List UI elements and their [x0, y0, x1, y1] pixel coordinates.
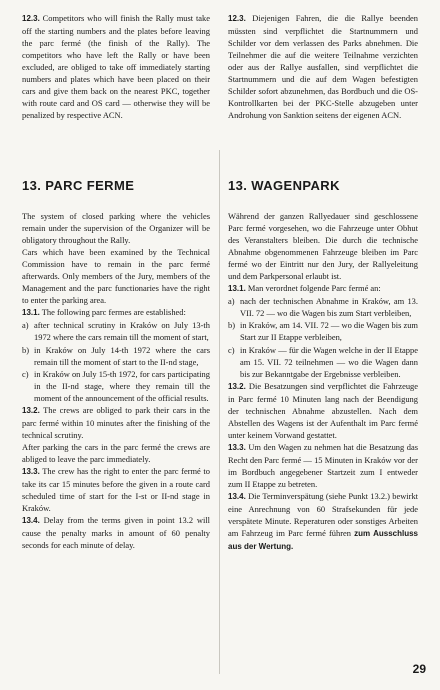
column-divider — [219, 150, 220, 674]
list-item — [22, 344, 210, 368]
paragraph-number: 13.3. — [22, 466, 40, 476]
paragraph-12-3-de — [228, 12, 418, 121]
paragraph-13-3 — [22, 465, 210, 514]
paragraph-text: Um den Wagen zu nehmen hat die Besatzung das Recht den Parc fermé — 15 Minuten in Kraków vor der im Bordbuch angegebener Startzeit zum I entweder zum II Etappe zu betreten. — [228, 441, 418, 490]
list-item — [228, 344, 418, 380]
list-label: b) — [22, 344, 30, 355]
paragraph-number: 13.2. — [228, 381, 246, 391]
list-label: c) — [22, 368, 29, 379]
paragraph-number: 13.4. — [22, 516, 40, 526]
paragraph-text: Delay from the terms given in point 13.2 will cause the penalty marks in amount of 60 penalty seconds for each minute of delay. — [22, 515, 211, 551]
paragraph-number: 13.1. — [22, 308, 40, 318]
paragraph-text: Diejenigen Fahren, die die Rallye beenden müssten sind verpflichtet die Startnummern und Schilder vor dem verlassen des Parks abnehmen. Die Teilnehmer die auf die weitere Teilnahme verzichten oder aus der Rallye ausfallen, sind verpflichtet die Startnummern und die auf dem Wagen befestigten Schilder sofort abzunehmen, das Bordbuch und die OS-Kontrollkarten bei der PKC-Stelle abzugeben unter Androhung von Sanktion seitens der eigenen ACN. — [228, 13, 418, 121]
list-text: in Kraków, am 14. VII. 72 — wo die Wagen bis zum Start zur II Etappe verbleiben, — [240, 320, 418, 343]
paragraph-13-2b: After parking the cars in the parc fermé the crews are abliged to leave the parc immediately. — [22, 441, 210, 464]
paragraph-text: Die Besatzungen sind verpflichtet die Fahrzeuge in Parc fermé 10 Minuten lang nach der Beendigung der technischen Abnahme abzustellen. Nach dem Abstellen des Wagens ist der Aufenthalt im Parc fermé unter keinem Vorwand gestattet. — [228, 380, 418, 440]
paragraph-13-3 — [228, 441, 418, 490]
paragraph-text: The crew has the right to enter the parc fermé to take its car 15 minutes before the given in a route card scheduled time of start for the I-st or II-nd stage in Kraków. — [22, 465, 210, 514]
paragraph-text: Competitors who will finish the Rally must take off the starting numbers and the plates before leaving the parc fermé (the finish of the Rally). The competitors who have left the Rally or have been excluded, are obliged to take off immediately starting numbers and plates which have been placed on their cars and give them back on the nearest PKC, together with route card and OS card — otherwise they will be penalized by respective ACN. — [22, 13, 210, 121]
list-text: in Kraków on July 14-th 1972 where the cars remain till the moment of start to the II-nd stage, — [34, 344, 210, 367]
paragraph-number: 13.4. — [228, 492, 246, 502]
list-text: in Kraków on July 15-th 1972, for cars participating in the II-nd stage, where they remain till the moment of the announcement of the official results. — [34, 368, 210, 403]
intro-text-2: Cars which have been examined by the Technical Commission have to remain in the parc fermé afterwards. Only members of the Jury, members of the Management and the parc functionaries have the right to enter the parking area. — [22, 247, 210, 306]
paragraph-number: 12.3. — [228, 14, 246, 23]
paragraph-number: 12.3. — [22, 14, 40, 23]
paragraph-number: 13.3. — [228, 442, 246, 452]
intro-text: The system of closed parking where the vehicles remain under the supervision of the Organizer will be obligatory throughout the Rally. — [22, 211, 210, 246]
section-heading-en: 13. PARC FERME — [22, 178, 135, 193]
section-body-de — [228, 210, 418, 553]
paragraph-13-4 — [22, 514, 210, 551]
paragraph-13-2 — [228, 380, 418, 441]
list-label: c) — [228, 344, 235, 355]
section-heading-de: 13. WAGENPARK — [228, 178, 340, 193]
paragraph-13-4 — [228, 490, 418, 553]
emphasized-text: zum Ausschluss aus der Wertung. — [228, 529, 419, 552]
list-item — [22, 319, 210, 343]
list-text: after technical scrutiny in Kraków on July 13-th 1972 where the cars remain till the moment of start, — [34, 320, 210, 343]
page-number: 29 — [412, 662, 426, 676]
paragraph-13-1 — [22, 306, 210, 319]
paragraph-text: Die Terminverspätung (siehe Punkt 13.2.) bewirkt eine Anrechnung von 60 Strafsekunden für jede verspätete Minute. Reperaturen oder sonstiges Arbeiten am Fahrzeug im Parc fermé führen — [228, 491, 419, 539]
section-body-en — [22, 210, 210, 551]
list-label: a) — [228, 296, 235, 307]
paragraph-13-2 — [22, 404, 210, 441]
paragraph-13-1 — [228, 282, 418, 295]
paragraph-text: Man verordnet folgende Parc fermé an: — [247, 283, 381, 294]
list-item — [228, 319, 418, 343]
paragraph-12-3-en — [22, 12, 210, 121]
paragraph-number: 13.2. — [22, 405, 40, 415]
list-label: b) — [228, 320, 236, 331]
list-item — [228, 295, 418, 319]
list-item — [22, 368, 210, 404]
paragraph-number: 13.1. — [228, 284, 246, 294]
paragraph-text: The following parc fermes are established: — [41, 307, 186, 318]
paragraph-text: The crews are obliged to park their cars in the parc fermé within 10 minutes after the finishing of the technical scrutiny. — [22, 404, 210, 440]
list-text: in Kraków — für die Wagen welche in der II Etappe am 15. VII. 72 teilnehmen — wo die Wagen dann bis zur Bekanntgabe der Ergebnisse verbleiben. — [240, 344, 418, 379]
list-label: a) — [22, 320, 29, 331]
list-text: nach der technischen Abnahme in Kraków, am 13. VII. 72 — wo die Wagen bis zum Start verbleiben, — [240, 296, 418, 319]
intro-text: Während der ganzen Rallyedauer sind geschlossene Parc fermé vorgesehen, wo die Fahrzeuge unter Obhut des Veranstalters bleiben. Die durch die technische Abnahme obgenommenen Fahrzeuge bleiben im Parc fermé wo der Eintritt nur den Jury, der Rallyeleitung und dem Parkpersonal erlaubt ist. — [228, 211, 418, 282]
